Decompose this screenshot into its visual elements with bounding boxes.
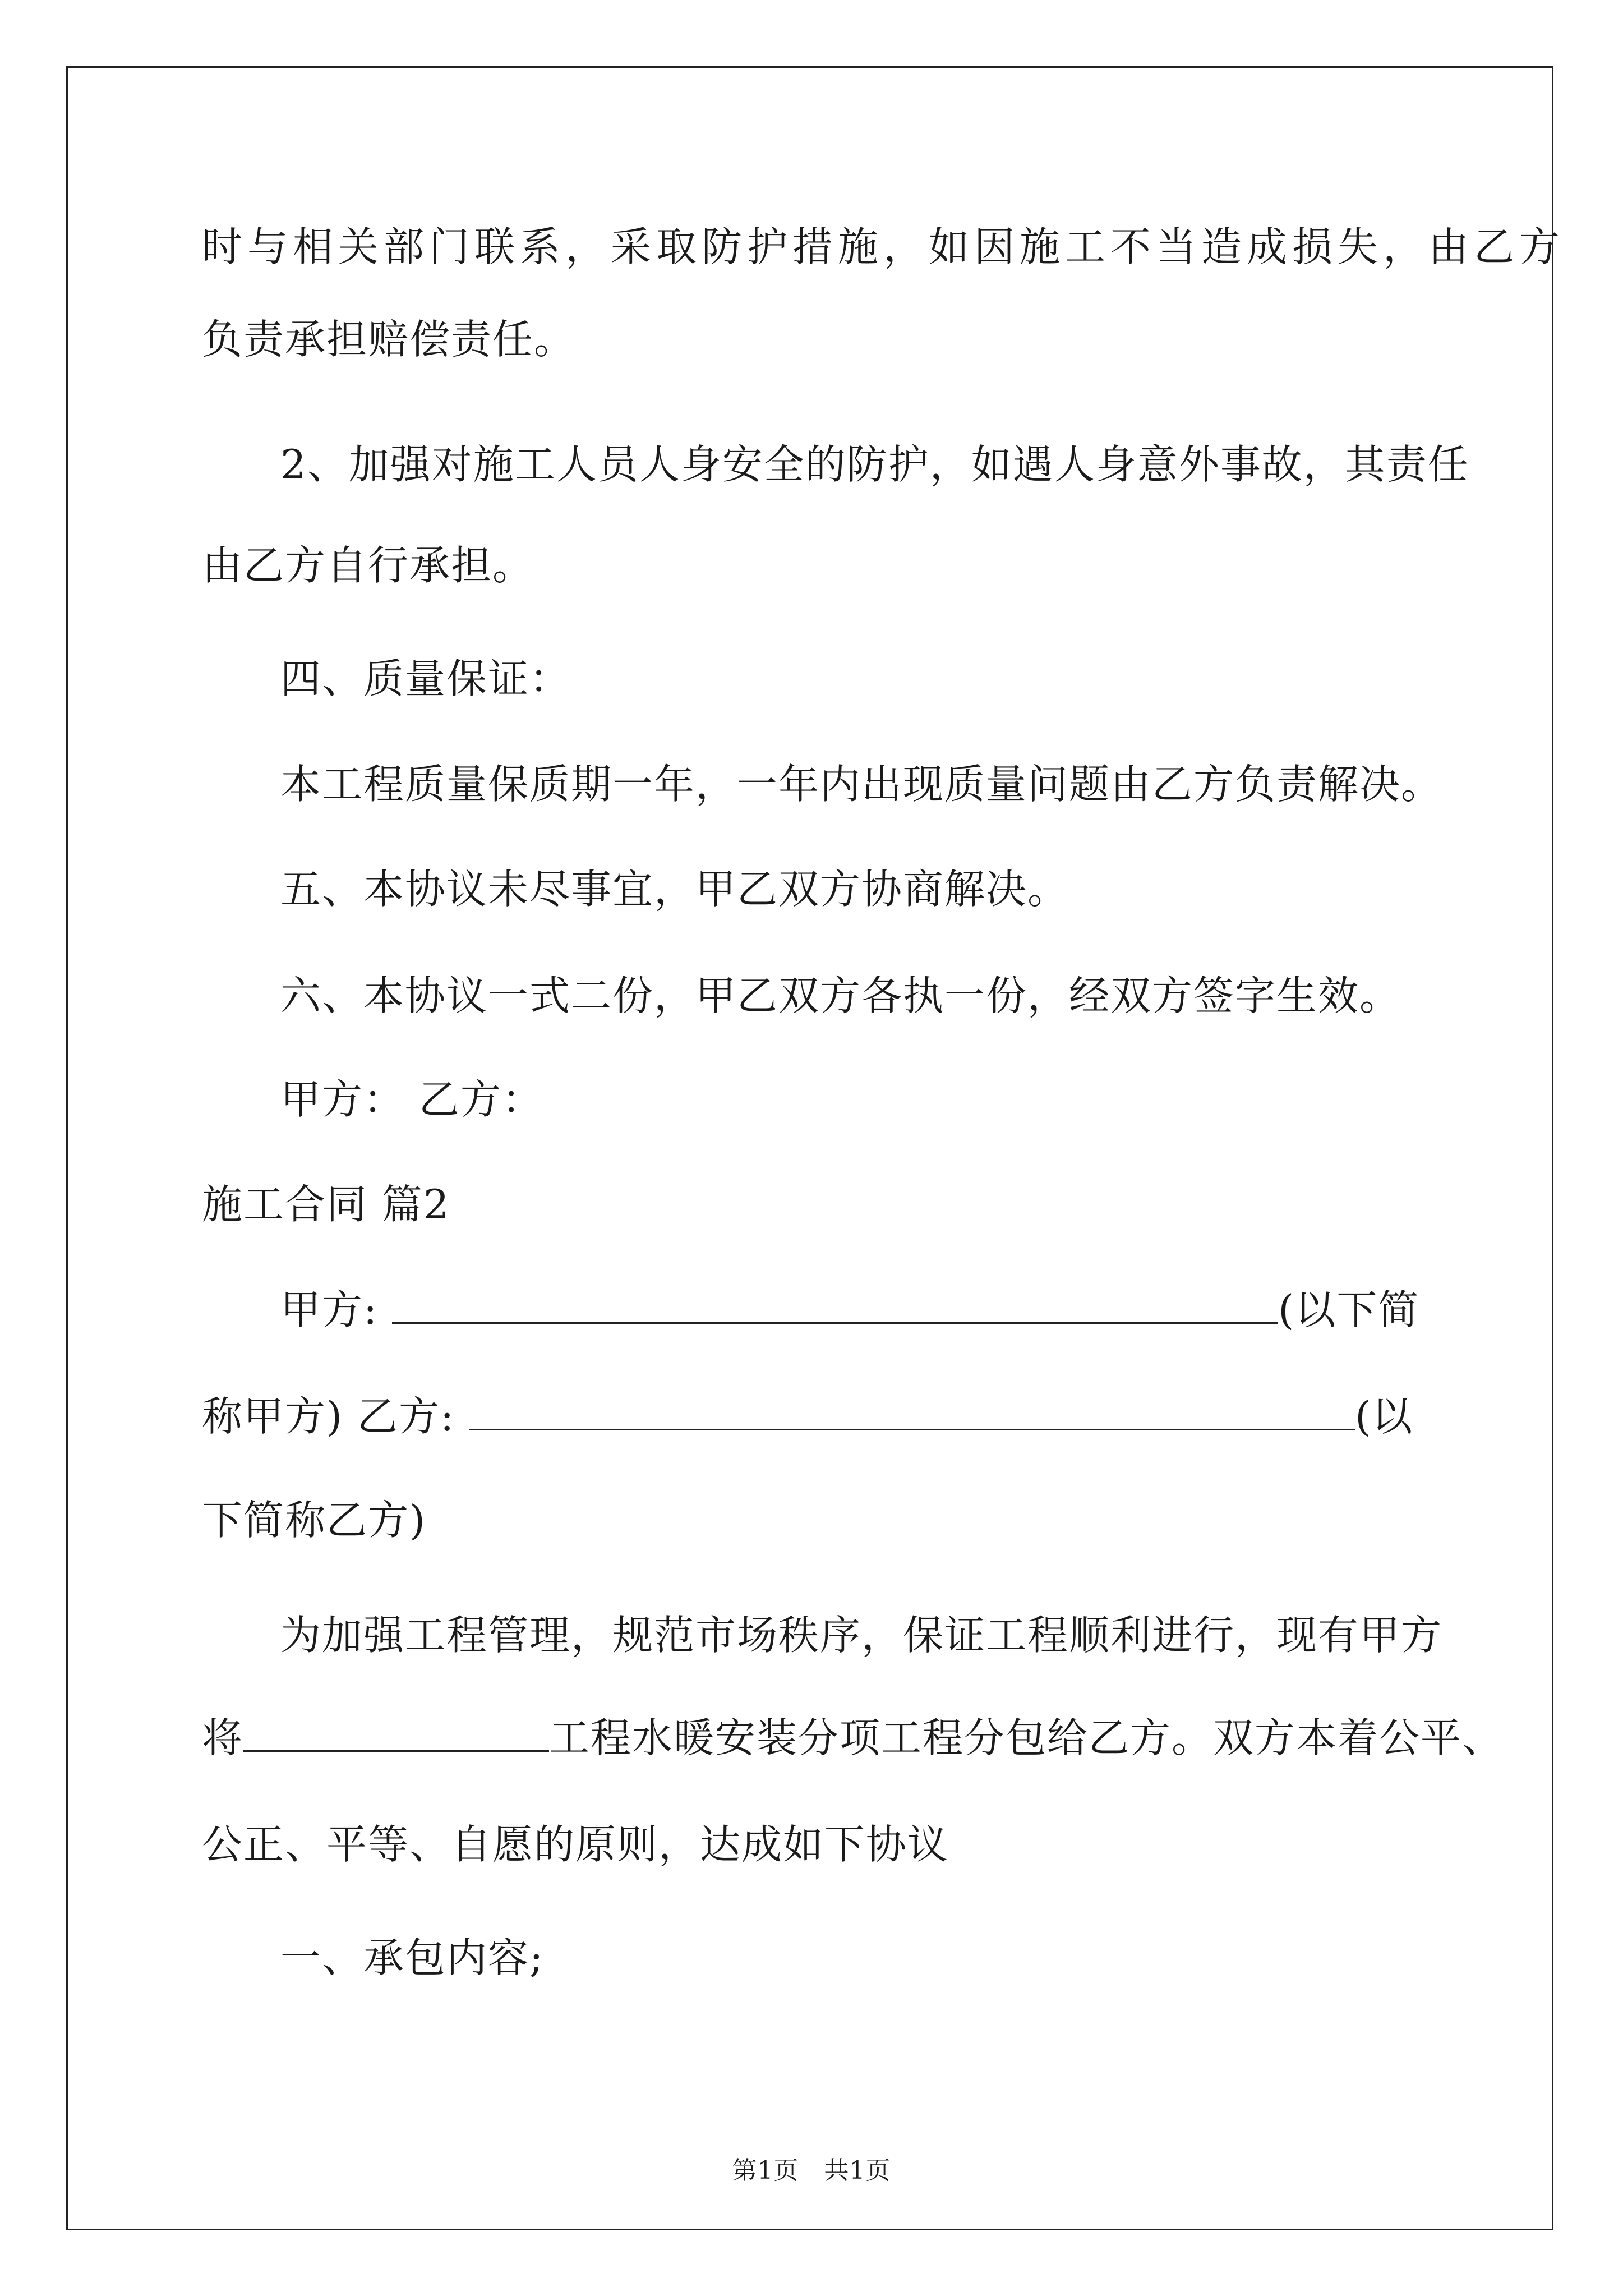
clause-2-line-2: 由乙方自行承担。: [202, 542, 534, 589]
section-6-text: 六、本协议一式二份，甲乙双方各执一份，经双方签字生效。: [280, 972, 1401, 1019]
body-line-1: 时与相关部门联系，采取防护措施，如因施工不当造成损失，由乙方: [202, 223, 1565, 270]
section-5-text: 五、本协议未尽事宜，甲乙双方协商解决。: [280, 866, 1069, 913]
intro-line-3: 公正、平等、自愿的原则，达成如下协议: [202, 1821, 949, 1868]
section-1-heading: 一、承包内容;: [280, 1934, 545, 1981]
page-footer: 第1页 共1页: [732, 2156, 891, 2185]
section-4-heading: 四、质量保证：: [280, 655, 571, 702]
party-b-line: [202, 1388, 1413, 1444]
party-b-blank[interactable]: [469, 1394, 1355, 1430]
intro-line-2: [202, 1710, 1504, 1766]
body-line-2: 负责承担赔偿责任。: [202, 316, 576, 363]
intro-prefix: 将: [202, 1714, 244, 1761]
section-4-text: 本工程质量保质期一年，一年内出现质量问题由乙方负责解决。: [280, 761, 1443, 808]
page-frame: [66, 66, 1553, 2230]
party-b-suffix: (以: [1355, 1393, 1414, 1440]
party-a-suffix: (以下简: [1278, 1286, 1420, 1333]
intro-suffix: 工程水暖安装分项工程分包给乙方。双方本着公平、: [549, 1714, 1504, 1761]
signature-line: 甲方： 乙方：: [280, 1076, 543, 1123]
party-a-line: [280, 1282, 1419, 1338]
party-b-end: 下简称乙方): [202, 1497, 427, 1544]
party-b-prefix: 称甲方) 乙方:: [202, 1393, 455, 1440]
contract-2-title: 施工合同 篇2: [202, 1181, 450, 1228]
intro-line-1: 为加强工程管理，规范市场秩序，保证工程顺利进行，现有甲方: [280, 1612, 1443, 1659]
party-a-label: 甲方:: [280, 1286, 379, 1333]
party-a-blank[interactable]: [392, 1287, 1278, 1324]
project-name-blank[interactable]: [243, 1715, 549, 1752]
clause-2-line-1: 2、加强对施工人员人身安全的防护，如遇人身意外事故，其责任: [280, 441, 1469, 488]
